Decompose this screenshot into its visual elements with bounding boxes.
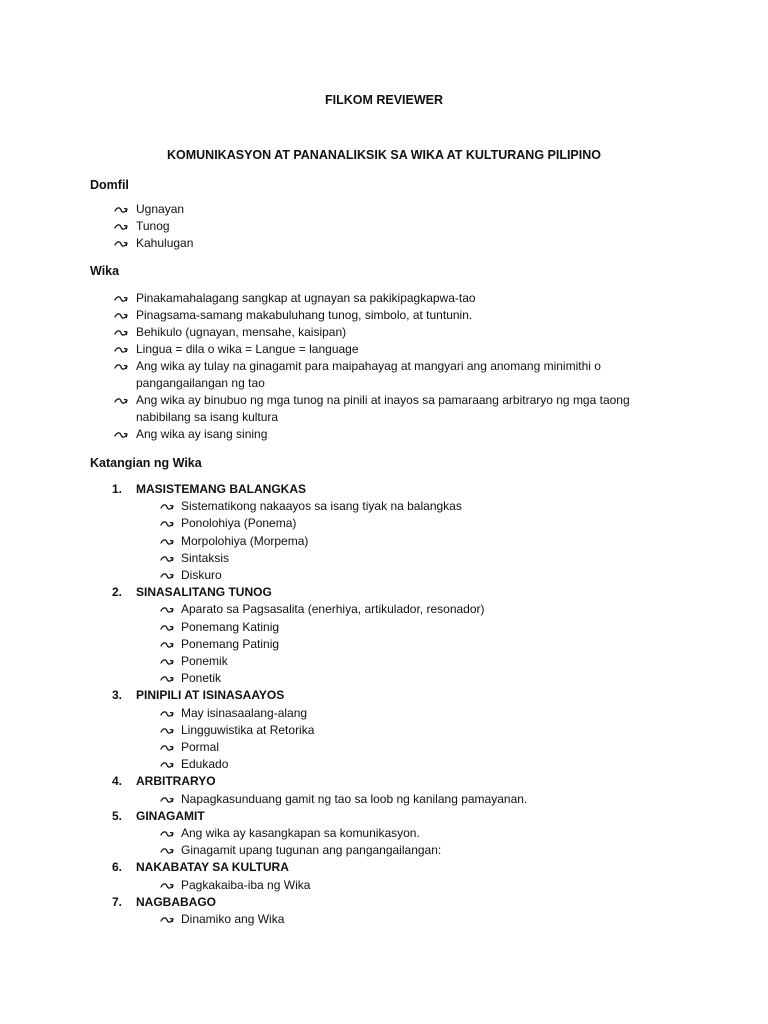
curly-arrow-bullet-icon (160, 844, 174, 856)
wika-heading: Wika (90, 264, 120, 278)
katangian-subitem-text: Napagkasunduang gamit ng tao sa loob ng kanilang pamayanan. (181, 791, 528, 806)
katangian-subitem-text: Aparato sa Pagsasalita (enerhiya, artikulador, resonador) (181, 602, 485, 617)
katangian-subitem (160, 670, 712, 687)
katangian-number: 6. (112, 860, 123, 875)
katangian-item (112, 894, 712, 928)
katangian-subitem-text: Ponemang Katinig (181, 619, 280, 634)
katangian-subitem-text: Sintaksis (181, 550, 230, 565)
katangian-number: 3. (112, 688, 123, 703)
wika-item (114, 290, 684, 307)
katangian-subitem (160, 756, 712, 773)
curly-arrow-bullet-icon (160, 879, 174, 891)
katangian-subitem (160, 653, 712, 670)
katangian-subitem-text: Dinamiko ang Wika (181, 912, 285, 927)
katangian-item (112, 584, 712, 687)
katangian-item (112, 808, 712, 860)
katangian-list (112, 481, 712, 928)
wika-item-text: Behikulo (ugnayan, mensahe, kaisipan) (136, 325, 347, 339)
domfil-heading: Domfil (90, 178, 129, 192)
curly-arrow-bullet-icon (160, 672, 174, 684)
katangian-number: 4. (112, 774, 123, 789)
domfil-item (114, 201, 684, 218)
curly-arrow-bullet-icon (114, 292, 128, 304)
katangian-subitem-text: Ponetik (181, 671, 222, 686)
curly-arrow-bullet-icon (114, 360, 128, 372)
katangian-subitems (136, 791, 712, 808)
katangian-subitems (136, 825, 712, 859)
katangian-subitem (160, 825, 712, 842)
domfil-list (114, 201, 684, 252)
katangian-subitem (160, 636, 712, 653)
curly-arrow-bullet-icon (160, 535, 174, 547)
curly-arrow-bullet-icon (114, 220, 128, 232)
katangian-number: 1. (112, 482, 123, 496)
curly-arrow-bullet-icon (114, 237, 128, 249)
wika-item (114, 341, 684, 358)
katangian-subitems (136, 705, 712, 774)
curly-arrow-bullet-icon (160, 741, 174, 753)
katangian-subitem (160, 619, 712, 636)
katangian-subitem (160, 791, 712, 808)
curly-arrow-bullet-icon (160, 603, 174, 615)
katangian-title: MASISTEMANG BALANGKAS (136, 482, 306, 496)
wika-item-text: Pinagsama-samang makabuluhang tunog, simbolo, at tuntunin. (136, 308, 473, 322)
curly-arrow-bullet-icon (114, 428, 128, 440)
curly-arrow-bullet-icon (114, 309, 128, 321)
curly-arrow-bullet-icon (114, 203, 128, 215)
katangian-subitem (160, 515, 712, 532)
katangian-subitem-text: Ginagamit upang tugunan ang pangangailangan: (181, 843, 442, 858)
katangian-heading: Katangian ng Wika (90, 456, 202, 470)
katangian-subitem-text: Diskuro (181, 568, 222, 583)
curly-arrow-bullet-icon (160, 569, 174, 581)
wika-item-text: Ang wika ay binubuo ng mga tunog na pinili at inayos sa pamaraang arbitraryo ng mga taong nabibilang sa isang kultura (136, 393, 630, 424)
katangian-subitem-text: Pormal (181, 740, 220, 755)
katangian-subitem-text: May isinasaalang-alang (181, 705, 308, 720)
curly-arrow-bullet-icon (114, 326, 128, 338)
katangian-subitem (160, 911, 712, 928)
katangian-item (112, 773, 712, 807)
katangian-title: SINASALITANG TUNOG (136, 585, 272, 600)
katangian-subitem (160, 550, 712, 567)
katangian-subitem-text: Pagkakaiba-iba ng Wika (181, 877, 311, 892)
katangian-subitem-text: Lingguwistika at Retorika (181, 722, 315, 737)
katangian-subitem (160, 533, 712, 550)
curly-arrow-bullet-icon (114, 394, 128, 406)
katangian-number: 7. (112, 894, 123, 909)
katangian-subitem (160, 722, 712, 739)
katangian-subitem-text: Ponemik (181, 654, 228, 669)
wika-item-text: Ang wika ay isang sining (136, 427, 268, 441)
domfil-item-text: Kahulugan (136, 236, 194, 250)
katangian-subitem-text: Ponolohiya (Ponema) (181, 516, 297, 531)
katangian-subitem (160, 705, 712, 722)
katangian-item (112, 687, 712, 773)
wika-item (114, 358, 684, 392)
curly-arrow-bullet-icon (160, 827, 174, 839)
katangian-title: NAGBABAGO (136, 894, 216, 909)
wika-item-text: Lingua = dila o wika = Langue = language (136, 342, 359, 356)
katangian-title: PINIPILI AT ISINASAAYOS (136, 688, 285, 703)
katangian-title: GINAGAMIT (136, 808, 205, 823)
curly-arrow-bullet-icon (160, 500, 174, 512)
katangian-subitem-text: Edukado (181, 757, 229, 772)
curly-arrow-bullet-icon (114, 343, 128, 355)
katangian-subitem (160, 601, 712, 618)
domfil-item (114, 218, 684, 235)
curly-arrow-bullet-icon (160, 621, 174, 633)
katangian-subitem-text: Ang wika ay kasangkapan sa komunikasyon. (181, 826, 420, 841)
katangian-title: NAKABATAY SA KULTURA (136, 860, 289, 875)
katangian-subitem-text: Ponemang Patinig (181, 636, 280, 651)
wika-item (114, 426, 684, 443)
katangian-subitems (136, 601, 712, 687)
curly-arrow-bullet-icon (160, 707, 174, 719)
curly-arrow-bullet-icon (160, 724, 174, 736)
wika-item-text: Pinakamahalagang sangkap at ugnayan sa pakikipagkapwa-tao (136, 291, 476, 305)
curly-arrow-bullet-icon (160, 758, 174, 770)
katangian-subitem (160, 567, 712, 584)
domfil-item-text: Tunog (136, 219, 170, 233)
curly-arrow-bullet-icon (160, 638, 174, 650)
katangian-subitem (160, 842, 712, 859)
katangian-subitem-text: Morpolohiya (Morpema) (181, 533, 309, 548)
katangian-subitems (136, 911, 712, 928)
katangian-subitem (160, 877, 712, 894)
katangian-number: 5. (112, 808, 123, 823)
curly-arrow-bullet-icon (160, 655, 174, 667)
katangian-subitems (136, 498, 712, 584)
curly-arrow-bullet-icon (160, 552, 174, 564)
katangian-number: 2. (112, 585, 123, 600)
wika-item (114, 307, 684, 324)
katangian-item (112, 859, 712, 893)
domfil-item-text: Ugnayan (136, 202, 185, 216)
katangian-subitems (136, 877, 712, 894)
document-title: FILKOM REVIEWER (324, 93, 444, 107)
katangian-subitem (160, 498, 712, 515)
wika-item (114, 392, 684, 426)
domfil-item (114, 235, 684, 252)
katangian-subitem-text: Sistematikong nakaayos sa isang tiyak na balangkas (181, 499, 462, 514)
katangian-item (112, 481, 712, 584)
document-subtitle: KOMUNIKASYON AT PANANALIKSIK SA WIKA AT KULTURANG PILIPINO (166, 148, 601, 162)
curly-arrow-bullet-icon (160, 517, 174, 529)
katangian-title: ARBITRARYO (136, 774, 216, 789)
katangian-subitem (160, 739, 712, 756)
curly-arrow-bullet-icon (160, 913, 174, 925)
wika-list (114, 290, 684, 443)
curly-arrow-bullet-icon (160, 793, 174, 805)
wika-item-text: Ang wika ay tulay na ginagamit para maipahayag at mangyari ang anomang minimithi o pangangailangan ng tao (136, 359, 601, 390)
wika-item (114, 324, 684, 341)
